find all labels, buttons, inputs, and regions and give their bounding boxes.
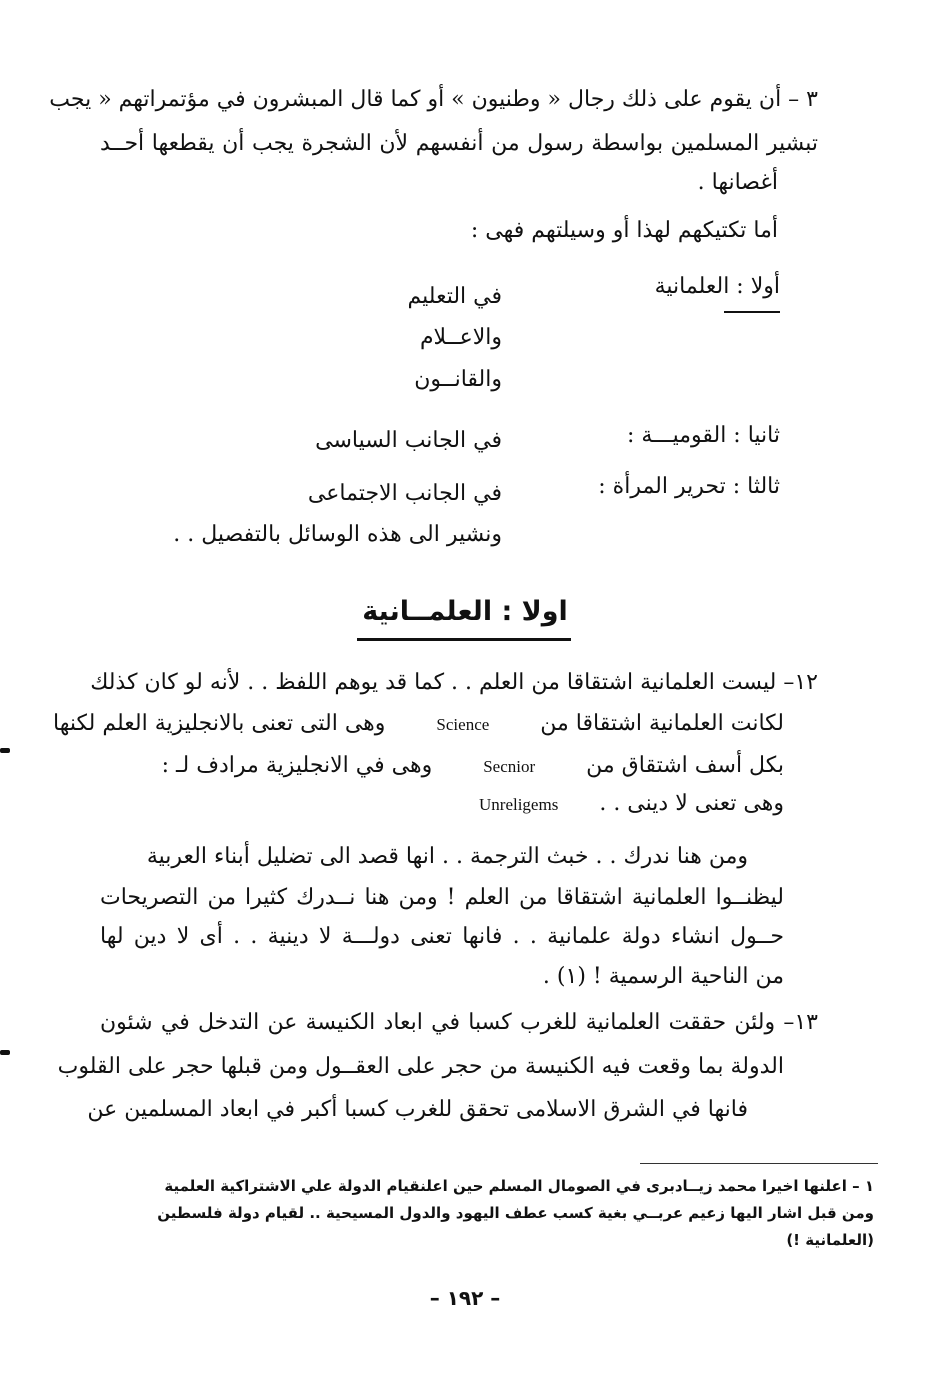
para12-line4: [479, 789, 784, 820]
para12-term-unreligems: Unreligems: [479, 795, 559, 814]
para13-line3: فانها في الشرق الاسلامى تحقق للغرب كسبا أكبر في ابعاد المسلمين عن: [87, 1097, 748, 1122]
para12-line3: [162, 751, 784, 782]
para12-term-science: Science: [436, 715, 490, 734]
para13-line1: ١٣– ولئن حققت العلمانية للغرب كسبا في ابعاد الكنيسة عن التدخل في شئون: [100, 1010, 818, 1035]
list-second-item: في الجانب السياسى: [315, 428, 502, 453]
para-translation-line4: من الناحية الرسمية ! (١) .: [542, 964, 784, 989]
footnote-line3: (العلمانية !): [786, 1231, 874, 1249]
footnote-rule: [640, 1163, 878, 1164]
list-first-label: أولا : العلمانية: [654, 274, 780, 299]
para12-line3-ar1: بكل أسف اشتقاق من: [586, 753, 784, 778]
section-heading: اولا : العلمــانية: [362, 596, 568, 627]
para12-line2-ar1: لكانت العلمانية اشتقاقا من: [540, 711, 784, 736]
list-first-underline: [724, 311, 780, 313]
para12-line1: ١٢– ليست العلمانية اشتقاقا من العلم . . كما قد يوهم اللفظ . . لأنه لو كان كذلك: [90, 670, 818, 695]
margin-mark: [0, 1050, 10, 1055]
list-closing: ونشير الى هذه الوسائل بالتفصيل . .: [173, 522, 502, 547]
para12-line2-ar2: وهى التى تعنى بالانجليزية العلم لكنها: [53, 711, 386, 736]
tactics-intro: أما تكتيكهم لهذا أو وسيلتهم فهى :: [470, 218, 778, 243]
list-second-label: ثانيا : القوميـــة :: [627, 423, 780, 448]
para12-term-secnior: Secnior: [483, 757, 536, 776]
para-translation-line2: ليظنــوا العلمانية اشتقاقا من العلم ! ومن هنا نــدرك كثيرا من التصريحات: [100, 885, 784, 910]
margin-mark: [0, 748, 10, 753]
section3-line1: ٣ – أن يقوم على ذلك رجال « وطنيون » أو كما قال المبشرون في مؤتمراتهم « يجب: [49, 87, 818, 112]
para12-line4-ar: وهى تعنى لا دينى . .: [599, 791, 784, 816]
footnote-line2: ومن قبل اشار اليها زعيم عربــي بغية كسب عطف اليهود والدول المسيحية .. لقيام دولة فلسطين: [157, 1204, 874, 1222]
list-third-label: ثالثا : تحرير المرأة :: [598, 474, 780, 499]
section3-line3: أغصانها .: [697, 170, 778, 195]
footnote-line1: ١ – اعلنها اخيرا محمد زيــادبرى في الصومال المسلم حين اعلنقيام الدولة علي الاشتراكية العلمية: [164, 1177, 874, 1195]
list-first-item-2: والاعــلام: [419, 325, 502, 350]
section3-line2: تبشير المسلمين بواسطة رسول من أنفسهم لأن الشجرة يجب أن يقطعها أحــد: [100, 131, 818, 156]
list-first-item-3: والقانــون: [414, 367, 502, 392]
para-translation-line3: حــول انشاء دولة علمانية . . فانها تعنى دولـــة لا دينية . . أى لا دين لها: [100, 924, 784, 949]
list-third-item: في الجانب الاجتماعى: [307, 481, 502, 506]
section-heading-rule: [357, 638, 571, 641]
page-number: – ١٩٢ –: [429, 1286, 501, 1310]
para-translation-line1: ومن هنا ندرك . . خبث الترجمة . . انها قصد الى تضليل أبناء العربية: [146, 844, 748, 869]
para12-line3-ar2: وهى في الانجليزية مرادف لـ :: [161, 753, 433, 778]
para13-line2: الدولة بما وقعت فيه الكنيسة من حجر على العقــول ومن قبلها حجر على القلوب: [57, 1054, 784, 1079]
para12-line2: [53, 709, 784, 740]
list-first-item-1: في التعليم: [407, 284, 502, 309]
